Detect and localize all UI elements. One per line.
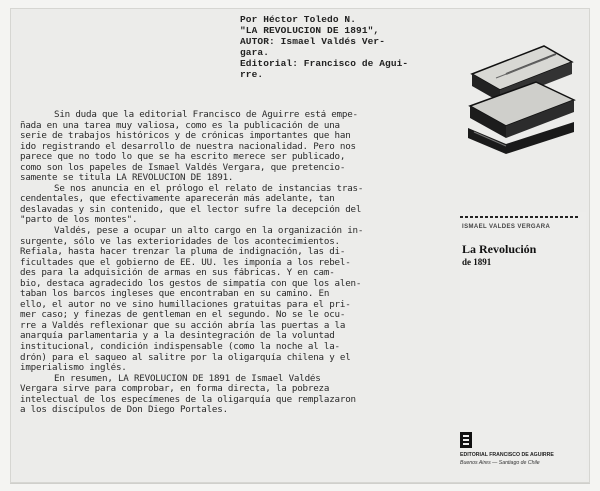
byline-line: "LA REVOLUCION DE 1891",	[240, 25, 380, 36]
stacked-books-illustration	[466, 32, 578, 156]
article-line: surgente, sólo ve las exterioridades de los acontecimientos.	[20, 236, 340, 247]
article-line: a los discípulos de Don Diego Portales.	[20, 405, 228, 416]
book-cover	[460, 212, 586, 480]
article-line: rre a Valdés reflexionar que su acción abría las puertas a la	[20, 320, 346, 331]
article-line: imperialismo inglés.	[20, 363, 127, 374]
article-line: institucional, condición indispensable (como la noche al la-	[20, 342, 340, 353]
article-line: ficultades que el gobierno de EE. UU. les imponía a los rebel-	[20, 257, 351, 268]
article-line: "parto de los montes".	[20, 215, 138, 226]
article-line: Valdés, pese a ocupar un alto cargo en la organización in-	[54, 226, 364, 237]
article-line: ñada en una tarea muy valiosa, como es la publicación de una	[20, 120, 340, 131]
byline-line: gara.	[240, 47, 270, 58]
article-line: anarquía parlamentaria y a la desintegración de la voluntad	[20, 331, 335, 342]
article-line: intelectual de los especímenes de la oligarquía que remplazaron	[20, 394, 356, 405]
article-line: des para la adquisición de armas en sus fábricas. Y en cam-	[20, 268, 335, 279]
publisher-logo-icon	[460, 432, 472, 448]
cover-author: ISMAEL VALDES VERGARA	[462, 224, 551, 230]
article-line: serie de trabajos históricos y de crónicas importantes que han	[20, 131, 351, 142]
article-line: como son los papeles de Ismael Valdés Vergara, que pretencio-	[20, 162, 346, 173]
article-line: Refiala, hasta hacer trenzar la pluma de indignación, las di-	[20, 247, 346, 258]
byline-line: Por Héctor Toledo N.	[240, 14, 357, 25]
article-line: parece que no todo lo que se ha escrito merece ser publicado,	[20, 152, 346, 163]
article-line: Vergara sirve para comprobar, en forma directa, la pobreza	[20, 384, 330, 395]
byline-line: AUTOR: Ismael Valdés Ver-	[240, 36, 386, 47]
article-line: Se nos anuncia en el prólogo el relato de instancias tras-	[54, 183, 364, 194]
article-line: deslavadas y sin contenido, que el lector sufre la decepción del	[20, 204, 362, 215]
article-line: taban los barcos ingleses que encontraban en su camino. En	[20, 289, 330, 300]
article-line: cendentales, que efectivamente aparecerán más adelante, tan	[20, 194, 335, 205]
cover-subtitle: de 1891	[462, 257, 492, 267]
cover-dotted-rule	[460, 216, 578, 218]
byline-line: rre.	[240, 69, 264, 80]
cover-city: Buenos Aires — Santiago de Chile	[460, 460, 540, 466]
article-line: ido registrando el desarrollo de nuestra nacionalidad. Pero nos	[20, 141, 356, 152]
article-line: samente se titula LA REVOLUCION DE 1891.	[20, 173, 234, 184]
review-text	[20, 110, 436, 416]
article-line: mer caso; y finezas de gentleman en el segundo. No se le ocu-	[20, 310, 346, 321]
article-line: ello, el autor no ve sino humillaciones gratuitas para el pri-	[20, 299, 351, 310]
article-line: bio, destaca agradecido los gestos de simpatía con que los alen-	[20, 278, 362, 289]
article-line: Sin duda que la editorial Francisco de Aguirre está empe-	[54, 110, 358, 120]
article-line: En resumen, LA REVOLUCION DE 1891 de Ismael Valdés	[54, 373, 321, 384]
byline-line: Editorial: Francisco de Agui-	[240, 58, 409, 69]
cover-title: La Revolución	[462, 242, 537, 256]
cover-publisher: EDITORIAL FRANCISCO DE AGUIRRE	[460, 452, 554, 458]
clipping-bottom-edge	[10, 483, 590, 484]
review-byline	[240, 14, 450, 80]
article-line: drón) para el saqueo al salitre por la oligarquía chilena y el	[20, 352, 351, 363]
